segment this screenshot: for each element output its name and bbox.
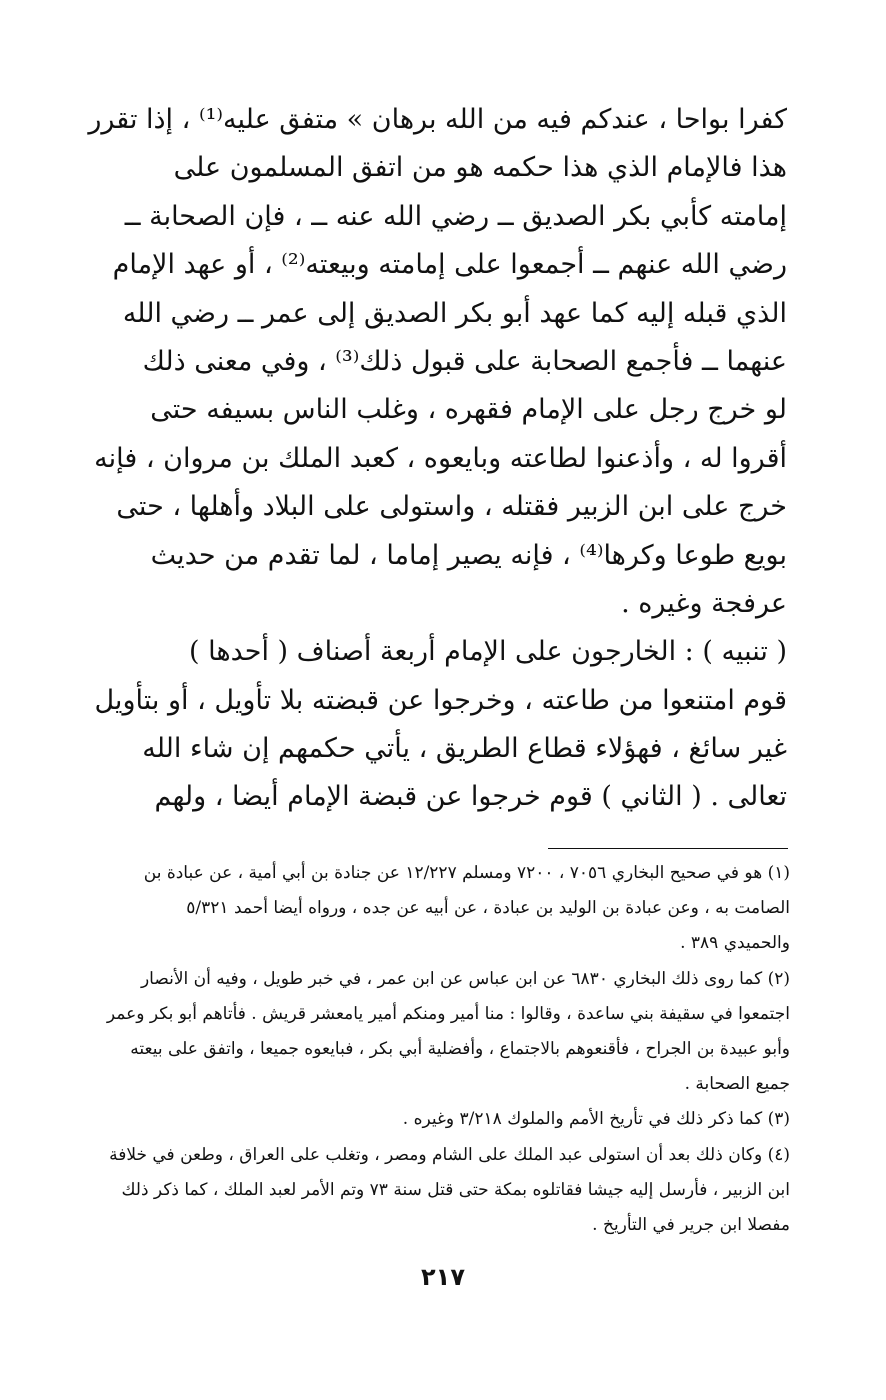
text-line: كفرا بواحا ، عندكم فيه من الله برهان » متفق عليه⁽¹⁾ ، إذا تقرر xyxy=(88,104,787,135)
footnote-line: اجتمعوا في سقيفة بني ساعدة ، وقالوا : منا أمير ومنكم أمير يامعشر قريش . فأتاهم أبو بكر وعمر xyxy=(106,1003,790,1024)
text-line: عرفجة وغيره . xyxy=(621,587,787,619)
footnotes-block xyxy=(106,856,790,1243)
footnote-line: وأبو عبيدة بن الجراح ، فأقنعوهم بالاجتماع ، وأفضلية أبي بكر ، فبايعوه جميعا ، واتفق على بيعته xyxy=(130,1038,790,1059)
footnote-line: الصامت به ، وعن عبادة بن الوليد بن عبادة ، عن أبيه عن جده ، ورواه أيضا أحمد ٥/٣٢١ xyxy=(186,898,790,919)
text-line: الذي قبله إليه كما عهد أبو بكر الصديق إلى عمر ــ رضي الله xyxy=(122,297,787,329)
text-line: عنهما ــ فأجمع الصحابة على قبول ذلك⁽³⁾ ، وفي معنى ذلك xyxy=(142,345,787,377)
footnote-line: مفصلا ابن جرير في التأريخ . xyxy=(592,1214,790,1235)
text-line: رضي الله عنهم ــ أجمعوا على إمامته وبيعته⁽²⁾ ، أو عهد الإمام xyxy=(112,249,787,281)
footnote-line: (١) هو في صحيح البخاري ٧٠٥٦ ، ٧٢٠٠ ومسلم ١٢/٢٢٧ عن جنادة بن أبي أمية ، عن عبادة بن xyxy=(143,863,790,883)
text-line: هذا فالإمام الذي هذا حكمه هو من اتفق المسلمون على xyxy=(173,152,787,184)
text-line: بويع طوعا وكرها⁽⁴⁾ ، فإنه يصير إماما ، لما تقدم من حديث xyxy=(150,539,787,571)
footnote-line: جميع الصحابة . xyxy=(684,1074,790,1095)
footnote-divider xyxy=(548,848,788,849)
footnote-line: (٤) وكان ذلك بعد أن استولى عبد الملك على الشام ومصر ، وتغلب على العراق ، وطعن في خلافة xyxy=(109,1144,790,1165)
text-line: لو خرج رجل على الإمام فقهره ، وغلب الناس بسيفه حتى xyxy=(150,394,787,426)
main-text-block xyxy=(88,96,787,822)
text-line: خرج على ابن الزبير فقتله ، واستولى على البلاد وأهلها ، حتى xyxy=(116,491,787,523)
text-line: إمامته كأبي بكر الصديق ــ رضي الله عنه ــ ، فإن الصحابة ــ xyxy=(124,200,787,232)
note-heading-line: ( تنبيه ) : الخارجون على الإمام أربعة أصناف ( أحدها ) xyxy=(189,636,787,668)
text-line: قوم امتنعوا من طاعته ، وخرجوا عن قبضته بلا تأويل ، أو بتأويل xyxy=(94,684,787,716)
footnote-line: (٢) كما روى ذلك البخاري ٦٨٣٠ عن ابن عباس عن ابن عمر ، في خبر طويل ، وفيه أن الأنصار xyxy=(140,968,790,989)
page-number: ٢١٧ xyxy=(421,1263,465,1291)
text-line: تعالى . ( الثاني ) قوم خرجوا عن قبضة الإمام أيضا ، ولهم xyxy=(154,781,787,813)
footnote-line: والحميدي ٣٨٩ . xyxy=(680,933,790,954)
footnote-line: (٣) كما ذكر ذلك في تأريخ الأمم والملوك ٣/٢١٨ وغيره . xyxy=(402,1109,790,1130)
footnote-line: ابن الزبير ، فأرسل إليه جيشا فقاتلوه بمكة حتى قتل سنة ٧٣ وتم الأمر لعبد الملك ، كما ذكر ذلك xyxy=(121,1179,790,1200)
text-line: أقروا له ، وأذعنوا لطاعته وبايعوه ، كعبد الملك بن مروان ، فإنه xyxy=(94,442,787,474)
text-line: غير سائغ ، فهؤلاء قطاع الطريق ، يأتي حكمهم إن شاء الله xyxy=(142,733,787,765)
